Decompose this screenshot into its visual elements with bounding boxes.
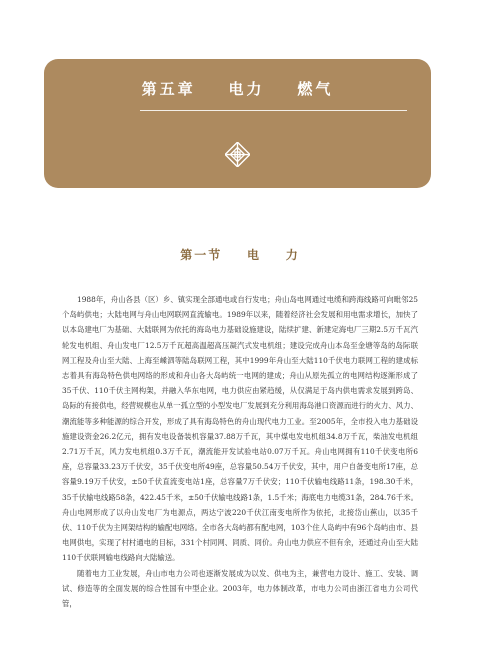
paragraph: 随着电力工业发展，舟山市电力公司也逐渐发展成为以发、供电为主，兼营电力设计、施工、安装、调试、修造等的全面发展的综合性国有中型企业。2003年，电力体制改革，市电力公司由浙江省电力公司代管， (62, 568, 418, 609)
chapter-banner (44, 59, 431, 188)
lattice-ornament-icon (225, 142, 250, 167)
paragraph: 1988年，舟山各县（区）乡、镇实现全部通电或自行发电；舟山岛电网通过电缆和跨海线路可向毗邻25个岛屿供电；大陆电网与舟山电网联网直流输电。1989年以来，随着经济社会发展和用电需求增长，加快了以本岛建电厂为基础、大陆联网为依托的海岛电力基础设施建设，陆续扩建、新建定海电厂三期2.5万千瓦汽轮发电机组、舟山发电厂12.5万千瓦超高温超高压凝汽式发电机组；建设完成舟山本岛至金塘等岛的岛际联网工程及舟山至大陆、上海至嵊泗等陆岛联网工程，其中1999年舟山至大陆110千伏电力联网工程的建成标志着具有海岛特色供电网络的形成和舟山各大岛屿统一电网的建成；舟山从原先孤立的电网结构逐渐形成了35千伏、110千伏主网构架，并融入华东电网，电力供应由紧趋缓，从仅满足于岛内供电需求发展到跨岛、岛际的有接供电，经营规模也从单一孤立型的小型发电厂发展到充分利用海岛港口资源而进行的火力、风力、潮流能等多种能源的综合开发，形成了具有海岛特色的舟山现代电力工业。至2005年，全市投入电力基础设施建设资金26.2亿元，拥有发电设备装机容量37.88万千瓦，其中煤电发电机组34.8万千瓦，柴油发电机组2.71万千瓦，风力发电机组0.3万千瓦，潮流能开发试验电站0.07万千瓦。舟山电网拥有110千伏变电所6座，总容量33.23万千伏安，35千伏变电所49座，总容量50.54万千伏安，其中，用户自备变电所17座，总容量9.19万千伏安，±50千伏直流变电站1座，总容量7万千伏安；110千伏输电线路11条，198.30千米，35千伏输电线路58条，422.45千米，±50千伏输电线路1条，1.5千米；海底电力电缆31条，284.76千米。舟山电网形成了以舟山发电厂为电源点，两达宁波220千伏江南变电所作为依托，北接岱山蕉山，以35千伏、110千伏为主网架结构的输配电网络。全市各大岛屿都有配电网，103个住人岛屿中有96个岛屿由市、县电网供电，实现了村村通电的目标，331个村同网、同质、同价。舟山电力供应不但有余，还通过舟山至大陆110千伏联网输电线路向大陆输送。 (62, 295, 418, 563)
body-text (62, 292, 418, 611)
chapter-title: 第五章 电力 燃气 (141, 80, 334, 98)
section-title: 第一节 电 力 (180, 248, 300, 262)
banner-divider (140, 110, 407, 111)
